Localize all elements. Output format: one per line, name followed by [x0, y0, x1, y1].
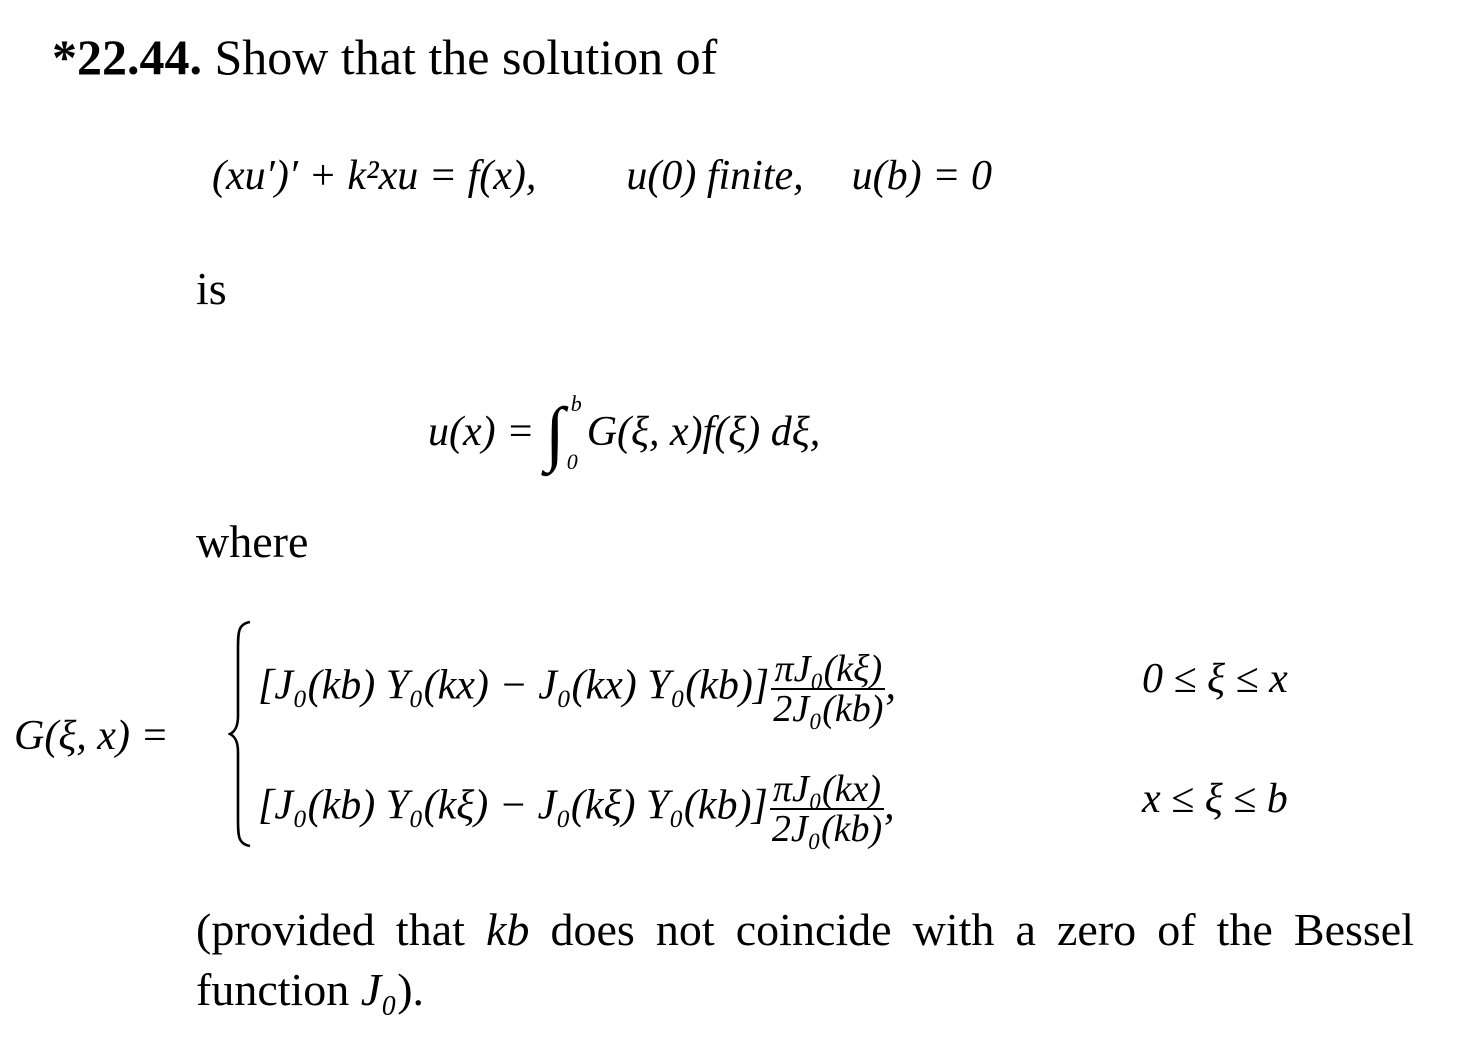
- closing-remark: [196, 900, 1414, 1020]
- ode-left: (xu′)′ + k²xu =: [212, 153, 468, 199]
- ode-rhs: f(x),: [467, 153, 537, 199]
- boundary-condition-origin: u(0) finite,: [626, 153, 804, 199]
- case2-bracket: [J₀(kb) Y₀(kξ) − J₀(kξ) Y₀(kb)]: [258, 782, 768, 829]
- integral-upper-limit: b: [570, 391, 582, 417]
- problem-number: *22.44.: [52, 29, 202, 85]
- closing-part-1: (provided that: [196, 904, 486, 955]
- case2-comma: ,: [884, 782, 895, 829]
- word-is: is: [196, 263, 227, 314]
- case2-denominator: 2J₀(kb): [771, 808, 883, 850]
- greens-function-lhs: G(ξ, x) =: [14, 713, 169, 759]
- integrand: G(ξ, x)f(ξ) dξ,: [586, 409, 821, 455]
- closing-bessel-j0: J₀: [360, 964, 398, 1015]
- case2-condition: x ≤ ξ ≤ b: [1142, 776, 1288, 822]
- left-brace-icon: [228, 620, 254, 848]
- case1-numerator: πJ₀(kξ): [771, 650, 885, 690]
- case1-bracket: [J₀(kb) Y₀(kx) − J₀(kx) Y₀(kb)]: [258, 662, 770, 709]
- ode-equation: [212, 152, 992, 200]
- word-where: where: [196, 516, 309, 567]
- case1-denominator: 2J₀(kb): [773, 688, 884, 730]
- closing-part-3: ).: [397, 964, 425, 1015]
- closing-part-2: does not coincide with a zero of the Bessel function: [196, 904, 1415, 1015]
- problem-heading: [52, 28, 717, 86]
- integral-sign-icon: ∫: [544, 393, 565, 473]
- case1-fraction: [771, 650, 885, 728]
- case2-numerator: πJ₀(kx): [770, 770, 884, 810]
- integral-solution-equation: [428, 380, 821, 475]
- case2-fraction: [770, 770, 884, 848]
- greens-case-2: [258, 770, 895, 848]
- integral-lower-limit: 0: [566, 449, 578, 475]
- integral-limits: [565, 391, 587, 475]
- greens-case-1: [258, 650, 896, 728]
- closing-kb: kb: [485, 904, 530, 955]
- solution-lhs: u(x) =: [428, 409, 545, 455]
- case1-comma: ,: [885, 662, 896, 709]
- case1-condition: 0 ≤ ξ ≤ x: [1142, 656, 1288, 702]
- problem-intro: Show that the solution of: [214, 29, 718, 85]
- boundary-condition-b: u(b) = 0: [851, 153, 992, 199]
